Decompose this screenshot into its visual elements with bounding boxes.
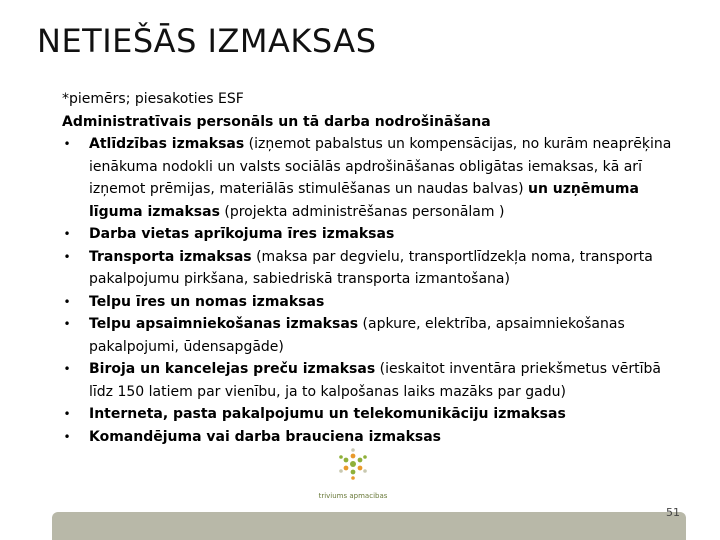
bullet-icon: • bbox=[63, 317, 71, 331]
item-title: Telpu apsaimniekošanas izmaksas bbox=[89, 316, 359, 332]
item-title: Interneta, pasta pakalpojumu un telekomunikāciju izmaksas bbox=[89, 406, 566, 422]
bullet-icon: • bbox=[63, 294, 71, 309]
item-text: (izņemot pabalstus un kompensācijas, no kurām neaprēķina ienākuma nodokli un valsts sociālās apdrošināšanas obligātas iemaksas, kā arī izņemot prēmijas, materiālās stimulēšanas un naudas balvas) bbox=[89, 136, 672, 197]
intro-heading: Administratīvais personāls un tā darba nodrošināšana bbox=[62, 113, 491, 130]
list-item bbox=[62, 313, 672, 358]
bullet-icon: • bbox=[63, 249, 71, 264]
item-title: Darba vietas aprīkojuma īres izmaksas bbox=[89, 226, 395, 242]
bullet-icon: • bbox=[63, 227, 71, 241]
list-item bbox=[62, 358, 672, 403]
list-item bbox=[62, 291, 672, 314]
bullet-icon: • bbox=[63, 429, 71, 444]
item-title: Komandējuma vai darba brauciena izmaksas bbox=[89, 428, 442, 445]
slide-content bbox=[62, 88, 672, 448]
item-title: Telpu īres un nomas izmaksas bbox=[89, 293, 325, 310]
bullet-icon: • bbox=[63, 407, 71, 421]
intro-note: *piemērs; piesakoties ESF bbox=[62, 91, 244, 107]
list-item bbox=[62, 246, 672, 291]
item-text: (maksa par degvielu, transportlīdzekļa noma, transporta pakalpojumu pirkšana, sabiedriskā transporta izmantošana) bbox=[89, 248, 653, 287]
item-title-2: un uzņēmuma līguma izmaksas bbox=[89, 181, 639, 220]
list-item bbox=[62, 133, 672, 223]
bullet-icon: • bbox=[63, 137, 71, 151]
trivium-logo bbox=[313, 442, 393, 502]
item-title: Transporta izmaksas bbox=[89, 248, 252, 265]
cost-list bbox=[62, 133, 672, 448]
bullet-icon: • bbox=[63, 362, 71, 376]
page-number: 51 bbox=[666, 506, 680, 519]
footer-bar bbox=[52, 512, 686, 540]
list-item bbox=[62, 223, 672, 246]
page-title: NETIEŠĀS IZMAKSAS bbox=[37, 22, 377, 60]
logo-text: triviums apmacibas bbox=[318, 492, 388, 500]
item-title: Biroja un kancelejas preču izmaksas bbox=[89, 361, 376, 377]
item-text: (ieskaitot inventāra priekšmetus vērtībā līdz 150 latiem par vienību, ja to kalpošanas laiks mazāks par gadu) bbox=[89, 361, 661, 400]
list-item bbox=[62, 403, 672, 426]
item-title: Atlīdzības izmaksas bbox=[89, 136, 245, 152]
item-text-2: (projekta administrēšanas personālam ) bbox=[219, 203, 505, 220]
item-text: (apkure, elektrība, apsaimniekošanas pakalpojumi, ūdensapgāde) bbox=[89, 316, 625, 355]
trivium-flower-logo-icon bbox=[313, 442, 393, 502]
